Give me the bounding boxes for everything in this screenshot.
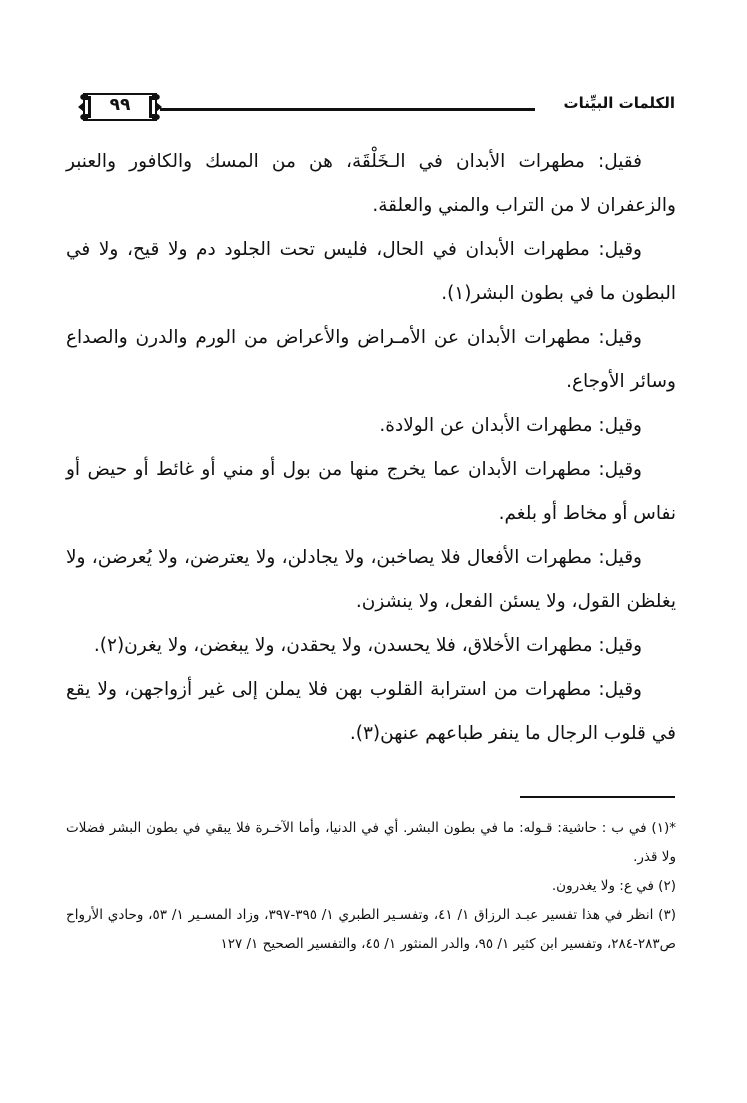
paragraph: وقيل: مطهرات الأفعال فلا يصاخبن، ولا يجادلن، ولا يعترضن، ولا يُعرضن، ولا يغلظن القول، ولا يسئن الفعل، ولا ينشزن. [66, 547, 676, 612]
page-number: ٩٩ [109, 95, 131, 115]
paragraph: فقيل: مطهرات الأبدان في الـخَلْقَة، هن من المسك والكافور والعنبر والزعفران لا من التراب والمني والعلقة. [66, 151, 676, 216]
paragraph: وقيل: مطهرات الأبدان في الحال، فليس تحت الجلود دم ولا قيح، ولا في البطون ما في بطون البشر(١). [66, 239, 676, 304]
footnote: (٣) انظر في هذا تفسير عبـد الرزاق ١/ ٤١، وتفسـير الطبري ١/ ٣٩٥-٣٩٧، وزاد المسـير ١/ ٥٣، وحادي الأرواح ص٢٨٣-٢٨٤، وتفسير ابن كثير ١/ ٩٥، والدر المنثور ١/ ٤٥، والتفسير الصحيح ١/ ١٢٧ [66, 907, 677, 952]
paragraph: وقيل: مطهرات الأبدان عن الأمـراض والأعراض من الورم والدرن والصداع وسائر الأوجاع. [66, 327, 676, 392]
running-header [78, 88, 675, 128]
page-number-badge [78, 90, 162, 124]
paragraph: وقيل: مطهرات من استرابة القلوب بهن فلا يملن إلى غير أزواجهن، ولا يقع في قلوب الرجال ما ينفر طباعهم عنهن(٣). [66, 679, 676, 744]
running-title: الكلمات البيِّنات [563, 94, 675, 112]
footnotes [66, 814, 676, 959]
footnote-divider [520, 796, 675, 798]
footnote: *(١) في ب : حاشية: قـوله: ما في بطون البشر. أي في الدنيا، وأما الآخـرة فلا يبقي في بطون البشر فضلات ولا قذر. [66, 820, 676, 865]
paragraph: وقيل: مطهرات الأبدان عما يخرج منها من بول أو مني أو غائط أو حيض أو نفاس أو مخاط أو بلغم. [66, 459, 676, 524]
main-text [66, 140, 676, 756]
footnote: (٢) في ع: ولا يغدرون. [551, 878, 676, 894]
paragraph: وقيل: مطهرات الأبدان عن الولادة. [379, 415, 642, 436]
header-rule [160, 108, 535, 111]
paragraph: وقيل: مطهرات الأخلاق، فلا يحسدن، ولا يحقدن، ولا يبغضن، ولا يغرن(٢). [93, 635, 642, 656]
